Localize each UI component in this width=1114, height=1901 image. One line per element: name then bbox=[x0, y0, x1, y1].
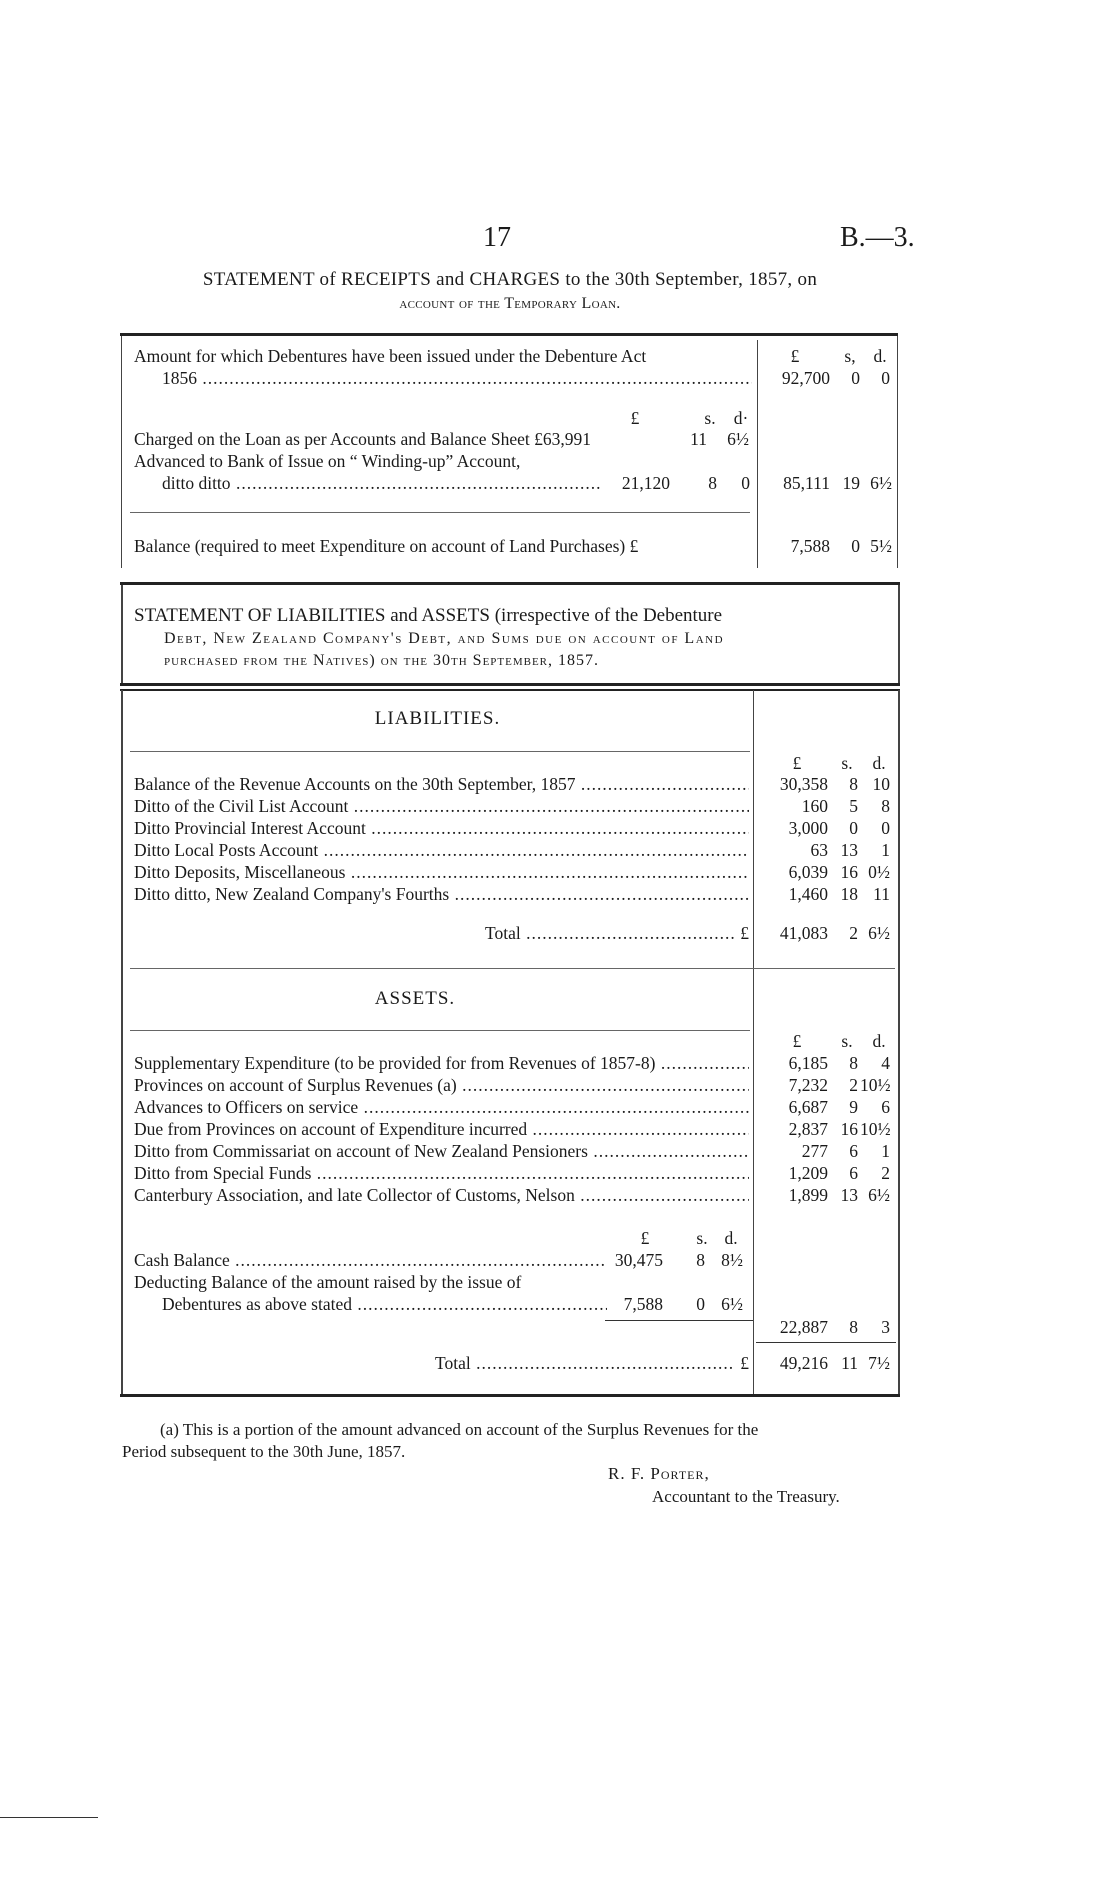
margin-rule bbox=[0, 1817, 98, 1818]
liability-row: Ditto of the Civil List Account ..... bbox=[134, 795, 749, 817]
asset-row: Canterbury Association, and late Collector of Customs, Nelson ..... bbox=[134, 1184, 749, 1206]
liabilities-total-amount: 41,083 2 6½ bbox=[779, 923, 890, 943]
advanced-amount: 21,120 8 0 bbox=[621, 473, 750, 493]
asset-amount: 6,687 9 6 bbox=[788, 1097, 890, 1117]
debentures-line1: Amount for which Debentures have been issued under the Debenture Act bbox=[134, 346, 647, 366]
assets-col-heads: £ s. d. bbox=[792, 1031, 886, 1051]
asset-row: Due from Provinces on account of Expenditure incurred ..... bbox=[134, 1118, 749, 1140]
liability-amount: 1,460 18 11 bbox=[788, 884, 890, 904]
asset-row: Supplementary Expenditure (to be provided for from Revenues of 1857-8) ..... bbox=[134, 1052, 749, 1074]
cash-sub-heads: £ s. d. bbox=[640, 1228, 738, 1248]
receipts-top-rule bbox=[120, 333, 898, 336]
debentures-line2: 1856 ..... bbox=[162, 367, 752, 389]
liability-row: Ditto Local Posts Account ..... bbox=[134, 839, 749, 861]
cash-balance-row: Cash Balance ..... bbox=[134, 1249, 604, 1271]
statement-line2: Debt, New Zealand Company's Debt, and Sums due on account of Land bbox=[164, 630, 725, 647]
pence-head: d. bbox=[873, 346, 887, 366]
statement-line3: purchased from the Natives) on the 30th September, 1857. bbox=[164, 652, 600, 669]
pounds-head: £ bbox=[790, 346, 800, 366]
page-number: 17 bbox=[483, 222, 511, 253]
liabilities-assets-divider bbox=[130, 968, 895, 969]
asset-amount: 6,185 8 4 bbox=[788, 1053, 890, 1073]
cash-balance-amount: 30,475 8 8½ bbox=[614, 1250, 743, 1270]
statement-bottom-rule bbox=[120, 683, 900, 686]
footnote-line1: (a) This is a portion of the amount advanced on account of the Surplus Revenues for the bbox=[160, 1420, 759, 1439]
receipts-left-rule bbox=[121, 336, 122, 568]
advanced-line2: ditto ditto ..... bbox=[162, 472, 602, 494]
deduct-rule bbox=[605, 1320, 753, 1321]
asset-row: Ditto from Commissariat on account of New Zealand Pensioners ..... bbox=[134, 1140, 749, 1162]
liability-amount: 30,358 8 10 bbox=[779, 774, 890, 794]
table-top-rule bbox=[120, 689, 900, 691]
assets-total-row: Total ..... £ bbox=[435, 1352, 749, 1374]
charged-row: Charged on the Loan as per Accounts and Balance Sheet £63,991 11 6½ bbox=[134, 429, 749, 449]
statement-right-rule bbox=[898, 585, 900, 685]
receipts-sub-heads: £ s. d· bbox=[630, 408, 749, 428]
liability-amount: 6,039 16 0½ bbox=[788, 862, 890, 882]
asset-amount: 2,837 16 10½ bbox=[788, 1119, 891, 1139]
liabilities-col-heads: £ s. d. bbox=[792, 753, 886, 773]
charges-total: 85,111 19 6½ bbox=[783, 473, 892, 493]
receipts-right-rule bbox=[897, 336, 898, 568]
deduct-line1: Deducting Balance of the amount raised by the issue of bbox=[134, 1272, 522, 1292]
advanced-line1: Advanced to Bank of Issue on “ Winding-up” Account, bbox=[134, 451, 521, 471]
assets-heading-rule bbox=[130, 1030, 750, 1031]
shillings-head: s, bbox=[844, 346, 856, 366]
liability-row: Ditto Provincial Interest Account ..... bbox=[134, 817, 749, 839]
receipts-column-rule bbox=[757, 340, 758, 568]
deduct-line2: Debentures as above stated ..... bbox=[162, 1293, 607, 1315]
receipts-col-heads bbox=[770, 345, 895, 367]
deduct-amount: 7,588 0 6½ bbox=[623, 1294, 743, 1314]
debentures-amount: 92,700 0 0 bbox=[781, 368, 890, 388]
assets-total-rule bbox=[756, 1342, 896, 1343]
asset-amount: 1,209 6 2 bbox=[788, 1163, 890, 1183]
balance-row: Balance (required to meet Expenditure on account of Land Purchases) £ bbox=[134, 536, 639, 556]
document-reference: B.—3. bbox=[840, 222, 915, 253]
asset-row: Advances to Officers on service ..... bbox=[134, 1096, 749, 1118]
table-left-rule bbox=[121, 690, 123, 1396]
liability-amount: 63 13 1 bbox=[810, 840, 890, 860]
liability-row: Ditto ditto, New Zealand Company's Fourths ..... bbox=[134, 883, 749, 905]
asset-amount: 1,899 13 6½ bbox=[788, 1185, 890, 1205]
table-right-rule bbox=[898, 690, 900, 1396]
footnote-line2: Period subsequent to the 30th June, 1857. bbox=[122, 1442, 406, 1461]
liabilities-heading-rule bbox=[130, 751, 750, 752]
asset-row: Ditto from Special Funds ..... bbox=[134, 1162, 749, 1184]
statement-left-rule bbox=[121, 585, 123, 685]
asset-amount: 7,232 2 10½ bbox=[788, 1075, 891, 1095]
receipts-divider bbox=[130, 512, 750, 513]
table-bottom-rule bbox=[120, 1394, 900, 1397]
table-column-rule bbox=[753, 690, 754, 1396]
asset-row: Provinces on account of Surplus Revenues (a) ..... bbox=[134, 1074, 749, 1096]
statement-top-rule bbox=[120, 582, 900, 585]
net-cash-amount: 22,887 8 3 bbox=[779, 1317, 890, 1337]
liabilities-heading: LIABILITIES. bbox=[374, 708, 501, 729]
liabilities-total-row: Total ..... £ bbox=[485, 922, 749, 944]
assets-total-amount: 49,216 11 7½ bbox=[779, 1353, 890, 1373]
liability-amount: 3,000 0 0 bbox=[788, 818, 890, 838]
liability-amount: 160 5 8 bbox=[801, 796, 890, 816]
liability-row: Balance of the Revenue Accounts on the 30th September, 1857 ..... bbox=[134, 773, 749, 795]
receipts-title-line1: STATEMENT of RECEIPTS and CHARGES to the 30th September, 1857, on bbox=[202, 269, 818, 290]
signature-title: Accountant to the Treasury. bbox=[652, 1487, 840, 1506]
statement-line1: STATEMENT OF LIABILITIES and ASSETS (irrespective of the Debenture bbox=[134, 605, 723, 626]
assets-heading: ASSETS. bbox=[374, 988, 456, 1009]
balance-amount: 7,588 0 5½ bbox=[790, 536, 892, 556]
signature-name: R. F. Porter, bbox=[608, 1464, 710, 1483]
receipts-title-line2: account of the Temporary Loan. bbox=[399, 295, 621, 312]
asset-amount: 277 6 1 bbox=[801, 1141, 890, 1161]
liability-row: Ditto Deposits, Miscellaneous ..... bbox=[134, 861, 749, 883]
